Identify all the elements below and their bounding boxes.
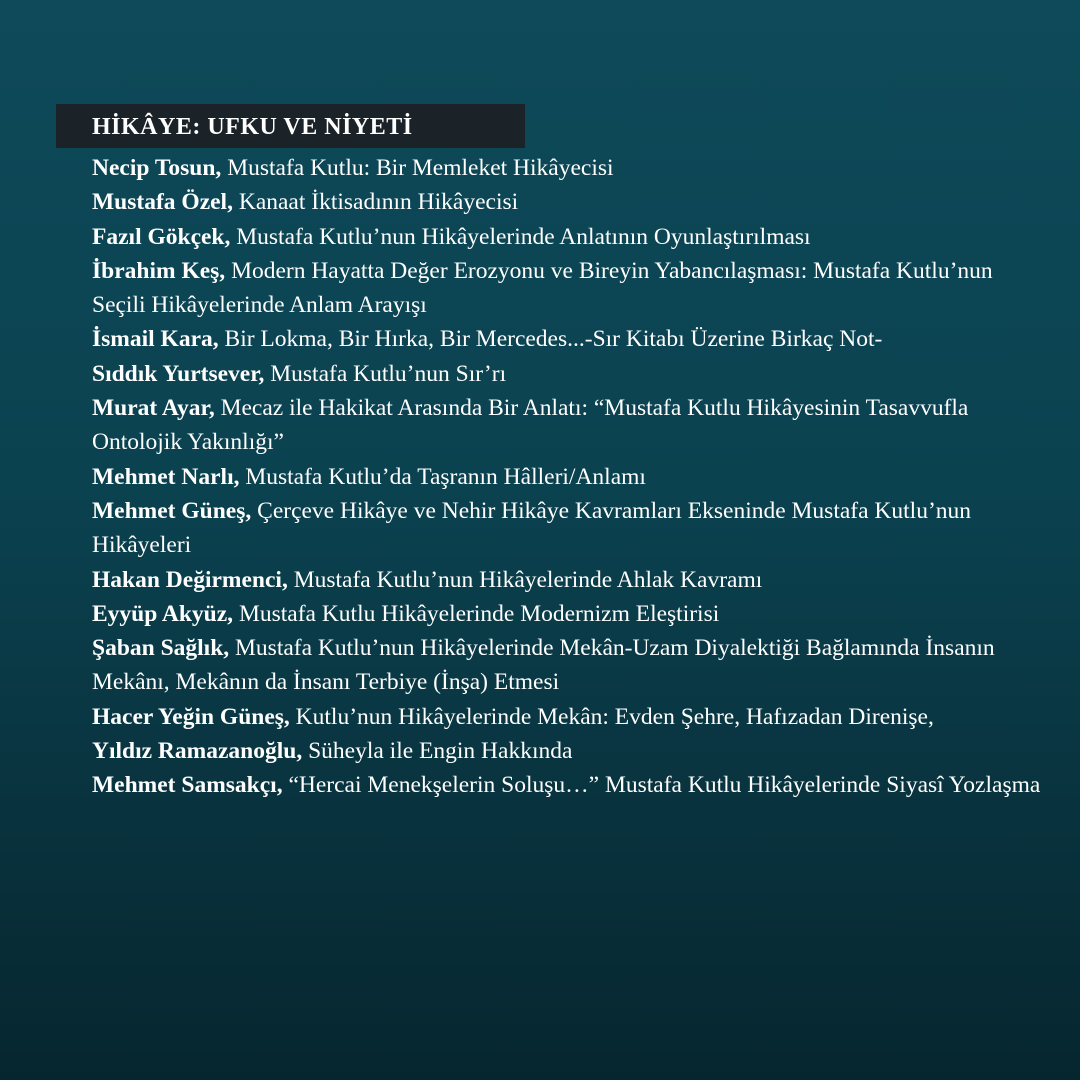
contents-entry (92, 322, 1052, 356)
contents-entry (92, 597, 1052, 631)
contents-entry (92, 631, 1052, 700)
section-title: HİKÂYE: UFKU VE NİYETİ (92, 114, 413, 140)
contents-entry (92, 151, 1052, 185)
entry-title: Mustafa Kutlu Hikâyelerinde Modernizm Eleştirisi (238, 600, 720, 627)
entry-author: Eyyüp Akyüz, (92, 600, 234, 627)
contents-entry (92, 494, 1052, 563)
entry-author: Mehmet Samsakçı, (92, 772, 283, 799)
entry-author: İbrahim Keş, (92, 257, 226, 284)
entry-title: Mustafa Kutlu’nun Hikâyelerinde Anlatının Oyunlaştırılması (236, 223, 811, 250)
entry-title: Mustafa Kutlu: Bir Memleket Hikâyecisi (227, 155, 614, 181)
contents-entry (92, 460, 1052, 494)
entry-author: İsmail Kara, (92, 326, 219, 353)
contents-entry (92, 768, 1052, 802)
entry-author: Mehmet Narlı, (92, 463, 240, 490)
entry-author: Mustafa Özel, (92, 189, 233, 216)
entry-title: “Hercai Menekşelerin Soluşu…” Mustafa Kutlu Hikâyelerinde Siyasî Yozlaşma (288, 772, 1041, 799)
entry-title: Mecaz ile Hakikat Arasında Bir Anlatı: “Mustafa Kutlu Hikâyesinin Tasavvufla Ontolojik Yakınlığı” (92, 395, 969, 456)
entry-title: Mustafa Kutlu’nun Sır’rı (270, 360, 507, 387)
entry-title: Modern Hayatta Değer Erozyonu ve Bireyin Yabancılaşması: Mustafa Kutlu’nun Seçili Hikâyelerinde Anlam Arayışı (92, 257, 993, 319)
entry-title: Kanaat İktisadının Hikâyecisi (238, 189, 519, 216)
contents-entry (92, 185, 1052, 219)
entry-author: Mehmet Güneş, (92, 497, 252, 524)
entry-author: Sıddık Yurtsever, (92, 360, 265, 387)
entry-title: Bir Lokma, Bir Hırka, Bir Mercedes...-Sır Kitabı Üzerine Birkaç Not- (224, 326, 883, 353)
entry-author: Hacer Yeğin Güneş, (92, 703, 290, 730)
contents-entry (92, 563, 1052, 597)
contents-list (92, 151, 1052, 803)
contents-entry (92, 700, 1052, 734)
contents-entry (92, 357, 1052, 391)
entry-author: Hakan Değirmenci, (92, 566, 288, 593)
entry-title: Mustafa Kutlu’nun Hikâyelerinde Ahlak Kavramı (293, 566, 763, 593)
entry-title: Çerçeve Hikâye ve Nehir Hikâye Kavramları Ekseninde Mustafa Kutlu’nun Hikâyeleri (92, 497, 972, 559)
contents-entry (92, 254, 1052, 323)
entry-title: Kutlu’nun Hikâyelerinde Mekân: Evden Şehre, Hafızadan Direnişe, (295, 703, 934, 730)
entry-author: Fazıl Gökçek, (92, 223, 231, 250)
contents-entry (92, 391, 1052, 460)
entry-title: Mustafa Kutlu’da Taşranın Hâlleri/Anlamı (245, 463, 646, 490)
entry-author: Necip Tosun, (92, 155, 222, 181)
contents-entry (92, 220, 1052, 254)
contents-entry (92, 734, 1052, 768)
entry-title: Süheyla ile Engin Hakkında (308, 738, 573, 765)
entry-author: Yıldız Ramazanoğlu, (92, 738, 303, 765)
entry-title: Mustafa Kutlu’nun Hikâyelerinde Mekân-Uzam Diyalektiği Bağlamında İnsanın Mekânı, Mekânın da İnsanı Terbiye (İnşa) Etmesi (92, 635, 995, 696)
entry-author: Murat Ayar, (92, 395, 215, 422)
entry-author: Şaban Sağlık, (92, 635, 230, 662)
